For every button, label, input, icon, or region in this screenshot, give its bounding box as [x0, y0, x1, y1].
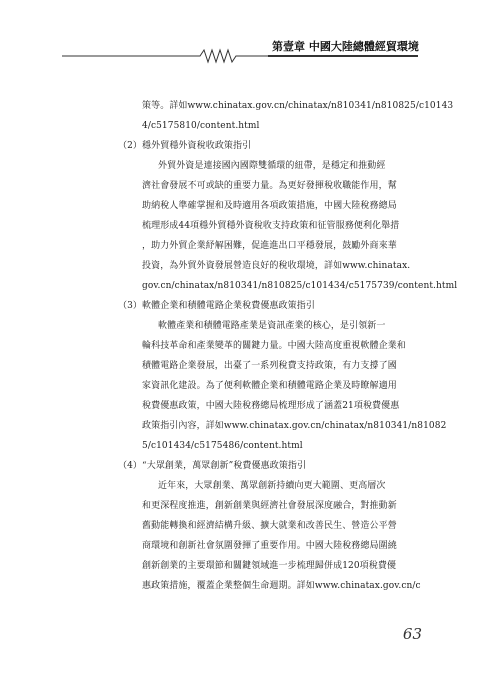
text-line: 4/c5175810/content.html — [142, 121, 260, 131]
text-line: 惠政策措施，覆蓋企業整個生命週期。詳如www.chinatax.gov.cn/c — [142, 581, 421, 591]
section-heading: （3）軟體企業和積體電路企業稅費優惠政策指引 — [118, 301, 315, 311]
text-line: 稅費優惠政策，中國大陸稅務總局梳理形成了涵蓋21項稅費優惠 — [142, 401, 400, 411]
text-line: 近年來，大眾創業、萬眾創新持續向更大範圍、更高層次 — [158, 481, 386, 491]
page-number: 63 — [402, 625, 422, 643]
text-line: 策等。詳如www.chinatax.gov.cn/chinatax/n810341/n810825/c10143 — [142, 101, 454, 111]
text-line: 投資，為外貿外資發展營造良好的稅收環境，詳如www.chinatax. — [142, 261, 411, 271]
text-line: 5/c101434/c5175486/content.html — [142, 441, 303, 451]
text-line: gov.cn/chinatax/n810341/n810825/c101434/c5175739/content.html — [142, 281, 458, 291]
text-line: 梳理形成44項穩外貿穩外資稅收支持政策和征管服務便利化舉措 — [142, 221, 400, 231]
text-line: 濟社會發展不可或缺的重要力量。為更好發揮稅收職能作用，幫 — [142, 181, 397, 191]
text-line: 外貿外資是連接國內國際雙循環的紐帶，是穩定和推動經 — [158, 161, 386, 171]
text-line: ，助力外貿企業紓解困難，促進進出口平穩發展，鼓勵外商來華 — [142, 241, 397, 251]
section-heading: （2）穩外貿穩外資稅收政策指引 — [118, 141, 252, 151]
section-heading: （4）“大眾創業，萬眾創新”稅費優惠政策指引 — [118, 461, 307, 471]
text-line: 舊動能轉換和經濟結構升級、擴大就業和改善民生、營造公平營 — [142, 521, 397, 531]
text-line: 政策指引內容，詳如www.chinatax.gov.cn/chinatax/n810341/n81082 — [142, 421, 447, 431]
text-line: 和更深程度推進，創新創業與經濟社會發展深度融合，對推動新 — [142, 501, 397, 511]
chapter-title: 第壹章 中國大陸總體經貿環境 — [272, 40, 419, 53]
text-line: 商環境和創新社會氛圍發揮了重要作用。中國大陸稅務總局圍繞 — [142, 541, 397, 551]
text-line: 軟體產業和積體電路產業是資訊產業的核心，是引領新一 — [158, 321, 386, 331]
text-line: 輪科技革命和產業變革的關鍵力量。中國大陸高度重視軟體企業和 — [142, 341, 406, 351]
text-line: 家資訊化建設。為了便利軟體企業和積體電路企業及時瞭解適用 — [142, 381, 397, 391]
body-text — [118, 96, 458, 596]
text-line: 積體電路企業發展，出臺了一系列稅費支持政策，有力支撐了國 — [142, 361, 397, 371]
text-line: 助納稅人準確掌握和及時適用各項政策措施，中國大陸稅務總局 — [142, 201, 397, 211]
text-line: 創新創業的主要環節和關鍵領域進一步梳理歸併成120項稅費優 — [142, 561, 397, 571]
